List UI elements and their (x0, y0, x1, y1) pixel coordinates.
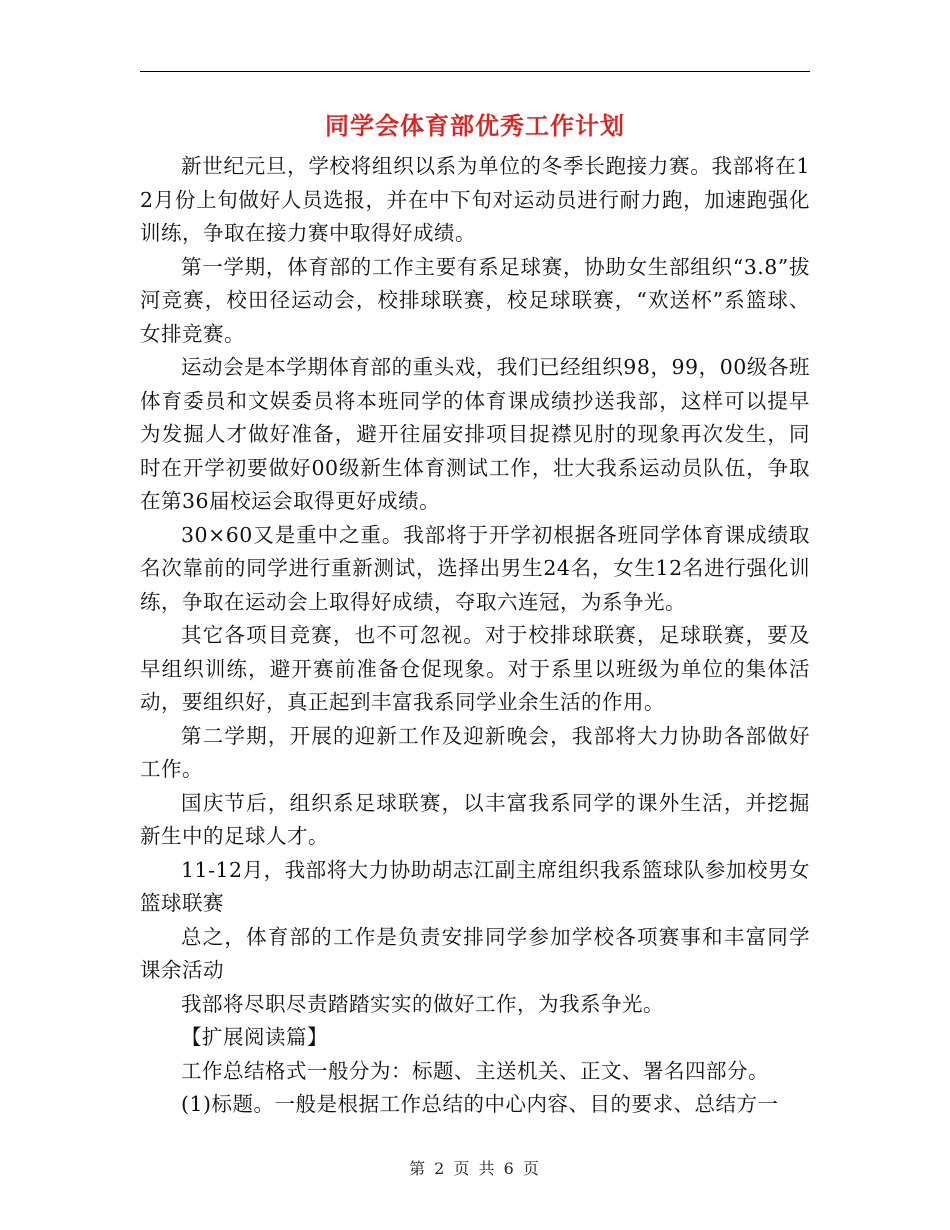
paragraph: 新世纪元旦，学校将组织以系为单位的冬季长跑接力赛。我部将在12月份上旬做好人员选报，并在中下旬对运动员进行耐力跑，加速跑强化训练，争取在接力赛中取得好成绩。 (140, 154, 810, 245)
paragraph: 11-12月，我部将大力协助胡志江副主席组织我系篮球队参加校男女篮球联赛 (140, 857, 810, 915)
paragraph: 第二学期，开展的迎新工作及迎新晚会，我部将大力协助各部做好工作。 (140, 723, 810, 781)
paragraph: 我部将尽职尽责踏踏实实的做好工作，为我系争光。 (181, 991, 664, 1016)
paragraph: 总之，体育部的工作是负责安排同学参加学校各项赛事和丰富同学课余活动 (140, 924, 810, 982)
paragraph: 工作总结格式一般分为：标题、主送机关、正文、署名四部分。 (181, 1058, 769, 1083)
paragraph: 国庆节后，组织系足球联赛，以丰富我系同学的课外生活，并挖掘新生中的足球人才。 (140, 790, 810, 848)
document-body (140, 150, 810, 1122)
paragraph: 第一学期，体育部的工作主要有系足球赛，协助女生部组织“3.8”拔河竞赛，校田径运动会，校排球联赛，校足球联赛，“欢送杯”系篮球、女排竞赛。 (140, 254, 810, 346)
section-heading: 【扩展阅读篇】 (181, 1025, 328, 1049)
paragraph: (1)标题。一般是根据工作总结的中心内容、目的要求、总结方一 (181, 1092, 779, 1116)
document-title: 同学会体育部优秀工作计划 (325, 111, 625, 140)
paragraph: 30×60又是重中之重。我部将于开学初根据各班同学体育课成绩取名次靠前的同学进行重新测试，选择出男生24名，女生12名进行强化训练，争取在运动会上取得好成绩，夺取六连冠，为系争光。 (140, 522, 810, 614)
paragraph: 其它各项目竞赛，也不可忽视。对于校排球联赛，足球联赛，要及早组织训练，避开赛前准备仓促现象。对于系里以班级为单位的集体活动，要组织好，真正起到丰富我系同学业余生活的作用。 (140, 623, 810, 714)
paragraph: 运动会是本学期体育部的重头戏，我们已经组织98，99，00级各班体育委员和文娱委员将本班同学的体育课成绩抄送我部，这样可以提早为发掘人才做好准备，避开往届安排项目捉襟见肘的现象再次发生，同时在开学初要做好00级新生体育测试工作，壮大我系运动员队伍，争取在第36届校运会取得更好成绩。 (140, 355, 810, 513)
page-number: 第 2 页 共 6 页 (409, 1159, 541, 1178)
header-rule (140, 71, 810, 72)
